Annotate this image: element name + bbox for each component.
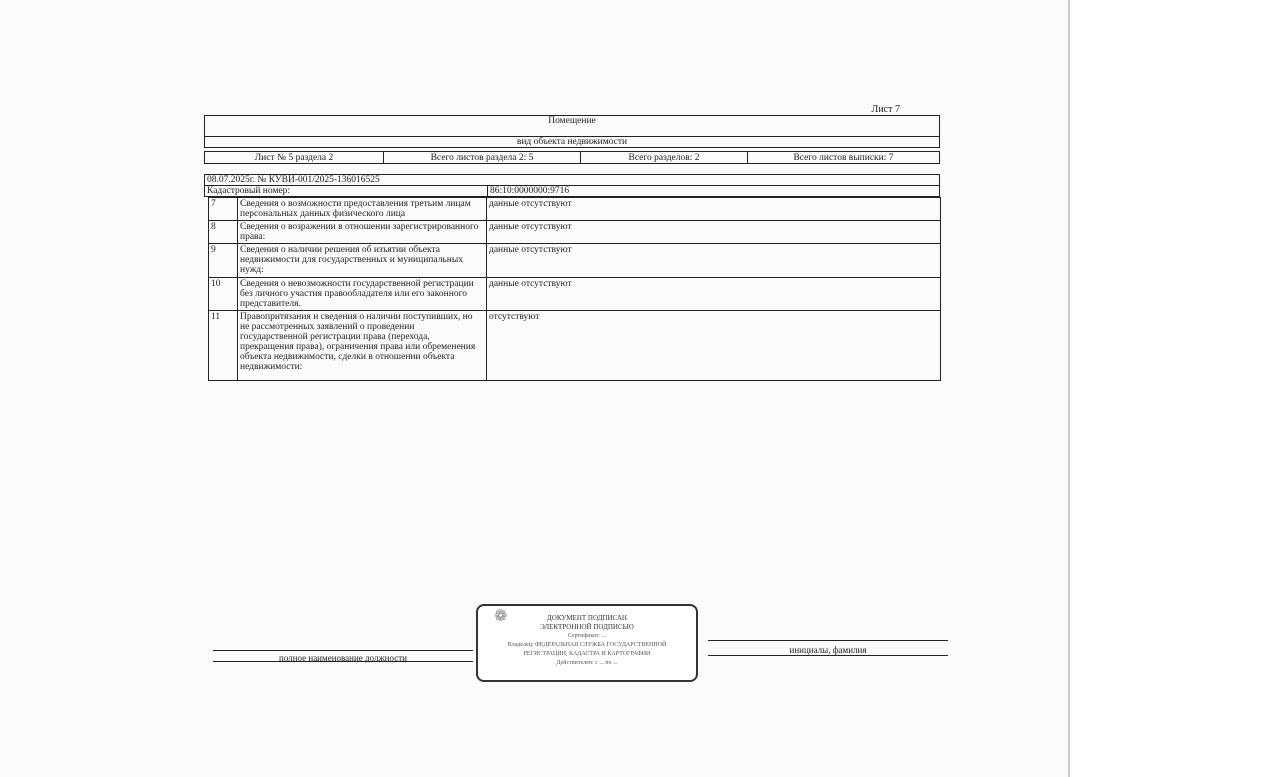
table-row: [209, 198, 941, 221]
row-value: отсутствуют: [487, 311, 941, 381]
row-label: Сведения о невозможности государственной регистрации без личного участия правообладателя или его законного представителя.: [238, 278, 487, 311]
total-section-sheets: Всего листов раздела 2: 5: [384, 152, 581, 163]
object-type-box: [204, 115, 940, 138]
position-line: [213, 650, 473, 662]
row-value: данные отсутствуют: [487, 221, 941, 244]
name-line: [708, 640, 948, 656]
row-number: 9: [209, 244, 238, 278]
row-number: 7: [209, 198, 238, 221]
cadastral-row: [204, 185, 940, 197]
table-row: [209, 244, 941, 278]
page-edge: [1068, 0, 1070, 777]
cadastral-label: Кадастровый номер:: [205, 186, 488, 196]
stamp-line: РЕГИСТРАЦИИ, КАДАСТРА И КАРТОГРАФИИ: [523, 651, 651, 657]
stamp-line: Владелец: ФЕДЕРАЛЬНАЯ СЛУЖБА ГОСУДАРСТВЕННОЙ: [507, 642, 667, 648]
row-label: Сведения о возможности предоставления третьим лицам персональных данных физического лица: [238, 198, 487, 221]
table-row: [209, 278, 941, 311]
row-label: Сведения о возражении в отношении зарегистрированного права:: [238, 221, 487, 244]
table-row: [209, 221, 941, 244]
row-number: 11: [209, 311, 238, 381]
row-label: Сведения о наличии решения об изъятии объекта недвижимости для государственных и муниципальных нужд:: [238, 244, 487, 278]
stamp-line: Действителен: с ... по ...: [556, 660, 618, 666]
date-number: 08.07.2025г. № КУВИ-001/2025-136016525: [204, 174, 940, 186]
row-label: Правопритязания и сведения о наличии поступивших, но не рассмотренных заявлений о проведении государственной регистрации права (перехода, прекращения права), ограничения права или обременения объекта недвижимости, сделки в отношении объекта недвижимости:: [238, 311, 487, 381]
row-value: данные отсутствуют: [487, 278, 941, 311]
sheet-number: Лист 7: [871, 104, 900, 115]
object-type-caption: вид объекта недвижимости: [204, 136, 940, 148]
total-sections: Всего разделов: 2: [581, 152, 748, 163]
row-number: 8: [209, 221, 238, 244]
electronic-signature-stamp: [476, 604, 698, 682]
emblem-icon: ❁: [494, 608, 508, 625]
info-table: [208, 197, 941, 381]
row-value: данные отсутствуют: [487, 198, 941, 221]
table-row: [209, 311, 941, 381]
position-label: полное наименование должности: [279, 653, 407, 663]
stamp-line: Сертификат: ...: [567, 633, 607, 639]
sheet-info-row: [204, 151, 940, 164]
stamp-line: ЭЛЕКТРОННОЙ ПОДПИСЬЮ: [540, 623, 634, 631]
cadastral-number: 86:10:0000000:9716: [490, 186, 570, 196]
sheet-no: Лист № 5 раздела 2: [205, 152, 384, 163]
stamp-line: ДОКУМЕНТ ПОДПИСАН: [547, 614, 627, 622]
row-number: 10: [209, 278, 238, 311]
total-extract-sheets: Всего листов выписки: 7: [793, 153, 894, 163]
name-label: инициалы, фамилия: [789, 645, 867, 655]
row-value: данные отсутствуют: [487, 244, 941, 278]
object-type: Помещение: [548, 116, 596, 126]
